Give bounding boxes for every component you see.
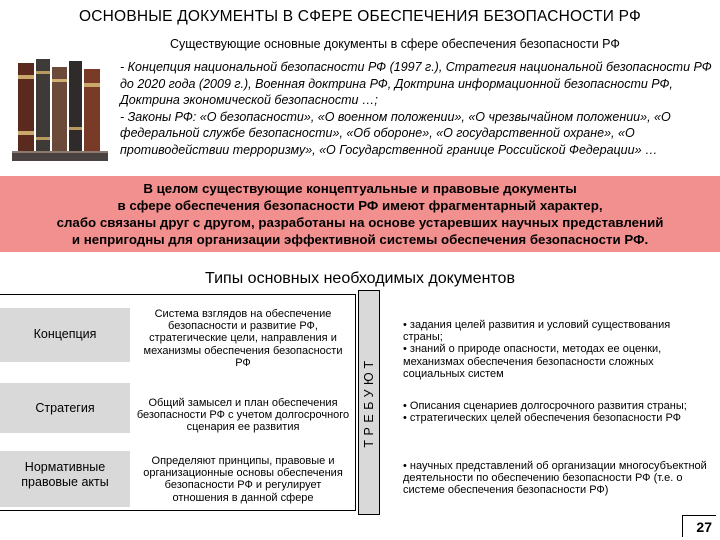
- page-subtitle: Существующие основные документы в сфере обеспечения безопасности РФ: [170, 37, 620, 51]
- types-heading: Типы основных необходимых документов: [205, 270, 515, 287]
- requirement-item: • научных представлений об организации многосубъектной деятельности по обеспечению безопасности РФ (т.е. о системе обеспечения безопасности РФ): [403, 460, 707, 497]
- requirement-item: • задания целей развития и условий существования страны;: [403, 319, 671, 344]
- page-number: 27: [682, 515, 716, 537]
- conclusion-line: слабо связаны друг с другом, разработаны на основе устаревших научных представлений: [56, 215, 664, 230]
- requirement-item: • стратегических целей обеспечения безопасности РФ: [403, 412, 682, 425]
- type-name-concept: Концепция: [33, 327, 97, 341]
- requirements-concept: [403, 319, 708, 380]
- conclusion-line: В целом существующие концептуальные и правовые документы: [143, 181, 577, 196]
- requirements-strategy: [403, 400, 708, 424]
- type-name-acts: Нормативные правовые акты: [21, 460, 109, 489]
- conclusion-text: [0, 180, 720, 248]
- intro-item-laws: - Законы РФ: «О безопасности», «О военном положении», «О чрезвычайном положении», «О федеральной службе безопасности», «Об обороне», «О государственной охране», «О противодействии терроризму», «О Государственной границе Российской Федерации» …: [120, 109, 671, 157]
- conclusion-line: и непригодны для организации эффективной системы обеспечения безопасности РФ.: [71, 232, 649, 247]
- requirement-item: • Описания сценариев долгосрочного развития страны;: [403, 400, 687, 412]
- intro-text: [120, 59, 718, 159]
- page-title: ОСНОВНЫЕ ДОКУМЕНТЫ В СФЕРЕ ОБЕСПЕЧЕНИЯ БЕЗОПАСНОСТИ РФ: [79, 8, 641, 25]
- books-image: [12, 57, 110, 165]
- requirements-acts: [403, 460, 708, 497]
- conclusion-line: в сфере обеспечения безопасности РФ имеют фрагментарный характер,: [117, 198, 603, 213]
- type-name-strategy: Стратегия: [35, 401, 95, 415]
- requires-label: ТРЕБУЮТ: [362, 356, 376, 448]
- requirement-item: • знаний о природе опасности, методах ее оценки, механизмах обеспечения безопасности сложных социальных систем: [403, 343, 662, 380]
- intro-item-concepts: - Концепция национальной безопасности РФ (1997 г.), Стратегия национальной безопасности РФ до 2020 года (2009 г.), Военная доктрина РФ, Доктрина информационной безопасности РФ, Доктрина экономической безопасности …;: [120, 60, 712, 108]
- type-desc-acts: Определяют принципы, правовые и организационные основы обеспечения безопасности РФ и регулирует отношения в данной сфере: [143, 455, 343, 504]
- type-desc-strategy: Общий замысел и план обеспечения безопасности РФ с учетом долгосрочного сценария ее развития: [136, 397, 350, 434]
- type-desc-concept: Система взглядов на обеспечение безопасности и развитие РФ, стратегические цели, направления и механизмы обеспечения безопасности РФ: [143, 308, 343, 369]
